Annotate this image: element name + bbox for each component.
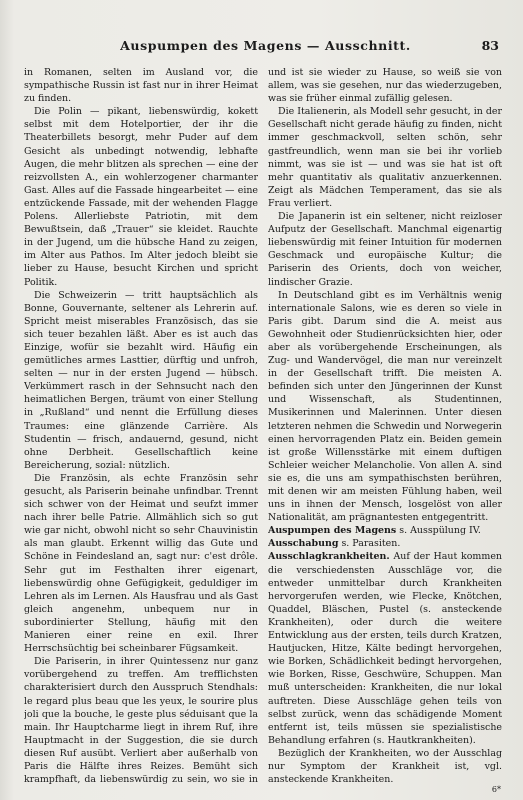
- entry-headword: Ausschabung: [268, 538, 339, 550]
- paragraph: In Deutschland gibt es im Verhältnis wenig internationale Salons, wie es deren so viele in Paris gibt. Darum sind die A. meist aus Gewohnheit oder Studienrücksichten hier, oder aber als vorübergehende Erscheinungen, als Zug- und Wandervögel, die man nur vereinzelt in der Gesellschaft trifft. Die meisten A. befinden sich unter den Jüngerinnen der Kunst und Wissenschaft, als Studentinnen, Musikerinnen und Malerinnen. Unter diesen letzteren nehmen die Schwedin und Norwegerin einen hervorragenden Platz ein. Beiden gemein ist große Willensstärke mit einem duftigen Schleier weicher Melancholie. Von allen A. sind sie es, die uns am sympathischsten berühren, mit denen wir am meisten Fühlung haben, weil uns in ihnen der Mensch, losgelöst von aller Nationalität, am prägnantesten entgegentritt.: [268, 289, 502, 524]
- left-column: [24, 66, 258, 786]
- paragraph: und ist sie wieder zu Hause, so weiß sie von allem, was sie gesehen, nur das wiederzugeben, was sie früher einmal zufällig gelesen.: [268, 67, 502, 105]
- paragraph: Die Pariserin, in ihrer Quintessenz nur ganz vorübergehend zu treffen. Am trefflichsten charakterisiert durch den Ausspruch Stendhals: le regard plus beau que les yeux, le sourire plus joli que la bouche, le geste plus séduisant que la main. Ihr Hauptcharme liegt in ihrem Ruf, ihre Hauptmacht in der Suggestion, die sie durch diesen Ruf ausübt. Verliert aber außerhalb von Paris die Hälfte ihres Reizes. Bemüht sich krampfhaft, da liebenswürdig zu sein, wo sie in: [24, 656, 258, 786]
- page-header: [30, 38, 501, 58]
- paragraph: Ausschlagkrankheiten. Auf der Haut kommen die verschiedensten Ausschläge vor, die entweder unmittelbar durch Krankheiten hervorgerufen werden, wie Flecke, Knötchen, Quaddel, Bläschen, Pustel (s. ansteckende Krankheiten), oder durch die weitere Entwicklung aus der ersten, teils durch Kratzen, Hautjucken, Hitze, Kälte bedingt hervorgehen, wie Borken, Schädlichkeit bedingt hervorgehen, wie Borken, Risse, Geschwüre, Schuppen. Man muß unterscheiden: Krankheiten, die nur lokal auftreten. Diese Ausschläge gehen teils von selbst zurück, wenn das schädigende Moment entfernt ist, teils müssen sie spezialistische Behandlung erfahren (s. Hautkrankheiten).: [268, 551, 502, 746]
- page-number: 83: [481, 38, 499, 53]
- running-title: Auspumpen des Magens — Ausschnitt.: [120, 38, 411, 53]
- paragraph: Auspumpen des Magens s. Ausspülung IV.: [268, 525, 481, 537]
- paragraph: Ausschabung s. Parasiten.: [268, 538, 401, 550]
- entry-headword: Ausschlagkrankheiten.: [268, 551, 390, 563]
- signature-mark: 6*: [491, 785, 501, 794]
- paragraph: Die Französin, als echte Französin sehr gesucht, als Pariserin beinahe unfindbar. Trennt sich schwer von der Heimat und seufzt immer nach ihrer belle Patrie. Allmählich sich so gut wie gar nicht, obwohl nicht so sehr Chauvinistin als man glaubt. Erkennt willig das Gute und Schöne in Feindesland an, sagt nur: c'est drôle. Sehr gut im Festhalten ihrer eigenart, liebenswürdig ohne Gefügigkeit, geduldiger im Lehren als im Lernen. Als Hausfrau und als Gast gleich angenehm, unbequem nur in subordinierter Stellung, häufig mit den Manieren einer reine en exil. Ihrer Herrschsüchtig bei scheinbarer Fügsamkeit.: [24, 472, 258, 655]
- right-column: [268, 66, 502, 786]
- paragraph: Die Polin — pikant, liebenswürdig, kokett selbst mit dem Hotelportier, der ihr die Theaterbillets besorgt, mehr Puder auf dem Gesicht als unbedingt notwendig, lebhafte Augen, die mehr blitzen als sprechen — eine der reizvollsten A., ein wohlerzogener charmanter Gast. Alles auf die Fassade hingearbeitet — eine entzückende Fassade, mit der wehenden Flagge Polens. Allerliebste Patriotin, mit dem Bewußtsein, daß „Trauer“ sie kleidet. Rauchte in der Jugend, um die hübsche Hand zu zeigen, im Alter aus Pathos. Im Alter jedoch bleibt sie lieber zu Hause, besucht Kirchen und spricht Politik.: [24, 106, 258, 288]
- text-columns: [24, 66, 502, 786]
- paragraph: Die Japanerin ist ein seltener, nicht reizloser Aufputz der Gesellschaft. Manchmal eigenartig liebenswürdig mit feiner Intuition für modernen Geschmack und europäische Kultur; die Pariserin des Orients, doch von weicher, lindischer Grazie.: [268, 211, 502, 288]
- paragraph: Die Italienerin, als Modell sehr gesucht, in der Gesellschaft nicht gerade häufig zu finden, nicht immer geschmackvoll, selten schön, sehr gastfreundlich, wenn man sie bei ihr vorlieb nimmt, was sie ist — und was sie hat ist oft mehr quantitativ als qualitativ anzuerkennen. Zeigt als Mädchen Temperament, das sie als Frau verliert.: [268, 106, 502, 209]
- paragraph: Bezüglich der Krankheiten, wo der Ausschlag nur Symptom der Krankheit ist, vgl. ansteckende Krankheiten.: [268, 747, 502, 786]
- paragraph: in Romanen, selten im Ausland vor, die sympathische Russin ist fast nur in ihrer Heimat zu finden.: [24, 67, 258, 105]
- entry-headword: Auspumpen des Magens: [268, 525, 397, 537]
- paragraph: Die Schweizerin — tritt hauptsächlich als Bonne, Gouvernante, seltener als Lehrerin auf. Spricht meist miserables Französisch, das sie sich teuer bezahlen läßt. Aber es ist auch das Einzige, wofür sie bezahlt wird. Häufig ein gemütliches armes Lasttier, dürftig und unfroh, selten — nur in der ersten Jugend — hübsch. Verkümmert rasch in der Sehnsucht nach den heimatlichen Bergen, träumt von einer Stellung in „Rußland“ und nennt die Erfüllung dieses Traumes: eine glänzende Carrière. Als Studentin — frisch, andauernd, gesund, nicht ohne Derbheit. Gesellschaftlich keine Bereicherung, sozial: nützlich.: [24, 289, 258, 471]
